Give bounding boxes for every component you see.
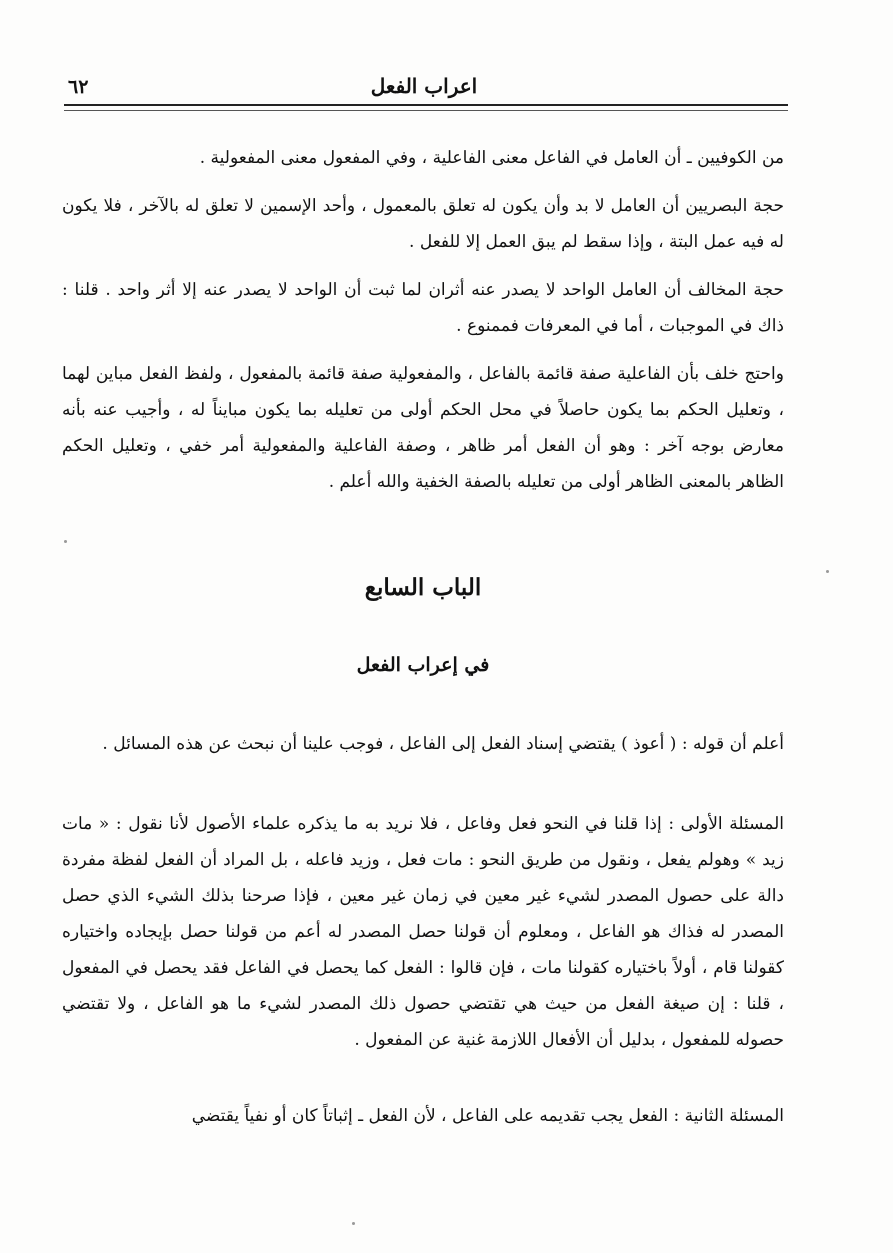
running-header-title: اعراب الفعل xyxy=(370,74,478,98)
chapter-subtitle: في إعراب الفعل xyxy=(356,654,490,676)
paragraph-5 xyxy=(62,726,784,762)
paragraph-6-text: المسئلة الأولى : إذا قلنا في النحو فعل وفاعل ، فلا نريد به ما يذكره علماء الأصول لأنا نقول : « مات زيد » وهولم يفعل ، ونقول من طريق النحو : مات فعل ، وزيد فاعله ، بل المراد أن الفعل لفظة مفردة دالة على حصول المصدر لشيء غير معين في زمان غير معين ، فإذا صرحنا بذلك الشيء الذي حصل المصدر له فذاك هو الفاعل ، ومعلوم أن قولنا حصل المصدر له أعم من قولنا حصل بإيجاده واختياره كقولنا قام ، أولاً باختياره كقولنا مات ، فإن قالوا : الفعل كما يحصل في الفاعل فقد يحصل في المفعول ، قلنا : إن صيغة الفعل من حيث هي تقتضي حصول ذلك المصدر لشيء ما هو الفاعل ، ولا تقتضي حصوله للمفعول ، بدليل أن الأفعال اللازمة غنية عن المفعول . xyxy=(62,814,784,1050)
paragraph-1 xyxy=(62,140,784,176)
running-header xyxy=(64,66,784,106)
paragraph-4-text: واحتج خلف بأن الفاعلية صفة قائمة بالفاعل ، والمفعولية صفة قائمة بالمفعول ، ولفظ الفعل مباين لهما ، وتعليل الحكم بما يكون حاصلاً في محل الحكم أولى من تعليله بما يكون مبايناً له ، وأجيب عنه بأنه معارض بوجه آخر : وهو أن الفعل أمر ظاهر ، وصفة الفاعلية والمفعولية أمر خفي ، وتعليل الحكم الظاهر بالمعنى الظاهر أولى من تعليله بالصفة الخفية والله أعلم . xyxy=(62,364,784,492)
paragraph-2-text: حجة البصريين أن العامل لا بد وأن يكون له تعلق بالمعمول ، وأحد الإسمين لا تعلق له بالآخر ، فلا يكون له فيه عمل البتة ، وإذا سقط لم يبق العمل إلا للفعل . xyxy=(62,196,784,252)
paragraph-1-text: من الكوفيين ـ أن العامل في الفاعل معنى الفاعلية ، وفي المفعول معنى المفعولية . xyxy=(199,148,784,168)
paragraph-3 xyxy=(62,272,784,344)
header-rule-thin xyxy=(64,110,788,111)
paragraph-4 xyxy=(62,356,784,500)
chapter-title: الباب السابع xyxy=(364,574,482,601)
scan-speck xyxy=(826,570,829,573)
page-number: ٦٢ xyxy=(68,76,89,98)
paragraph-2 xyxy=(62,188,784,260)
paragraph-3-text: حجة المخالف أن العامل الواحد لا يصدر عنه أثران لما ثبت أن الواحد لا يصدر عنه إلا أثر واحد . قلنا : ذاك في الموجبات ، أما في المعرفات فممنوع . xyxy=(62,280,784,336)
paragraph-6 xyxy=(62,806,784,1058)
paragraph-5-text: أعلم أن قوله : ( أعوذ ) يقتضي إسناد الفعل إلى الفاعل ، فوجب علينا أن نبحث عن هذه المسائل . xyxy=(102,734,784,754)
scan-speck xyxy=(64,540,67,543)
paragraph-7-text: المسئلة الثانية : الفعل يجب تقديمه على الفاعل ، لأن الفعل ـ إثباتاً كان أو نفياً يقتضي xyxy=(191,1106,784,1126)
paragraph-7 xyxy=(62,1098,784,1134)
scan-speck xyxy=(352,1222,355,1225)
header-rule xyxy=(64,104,788,106)
